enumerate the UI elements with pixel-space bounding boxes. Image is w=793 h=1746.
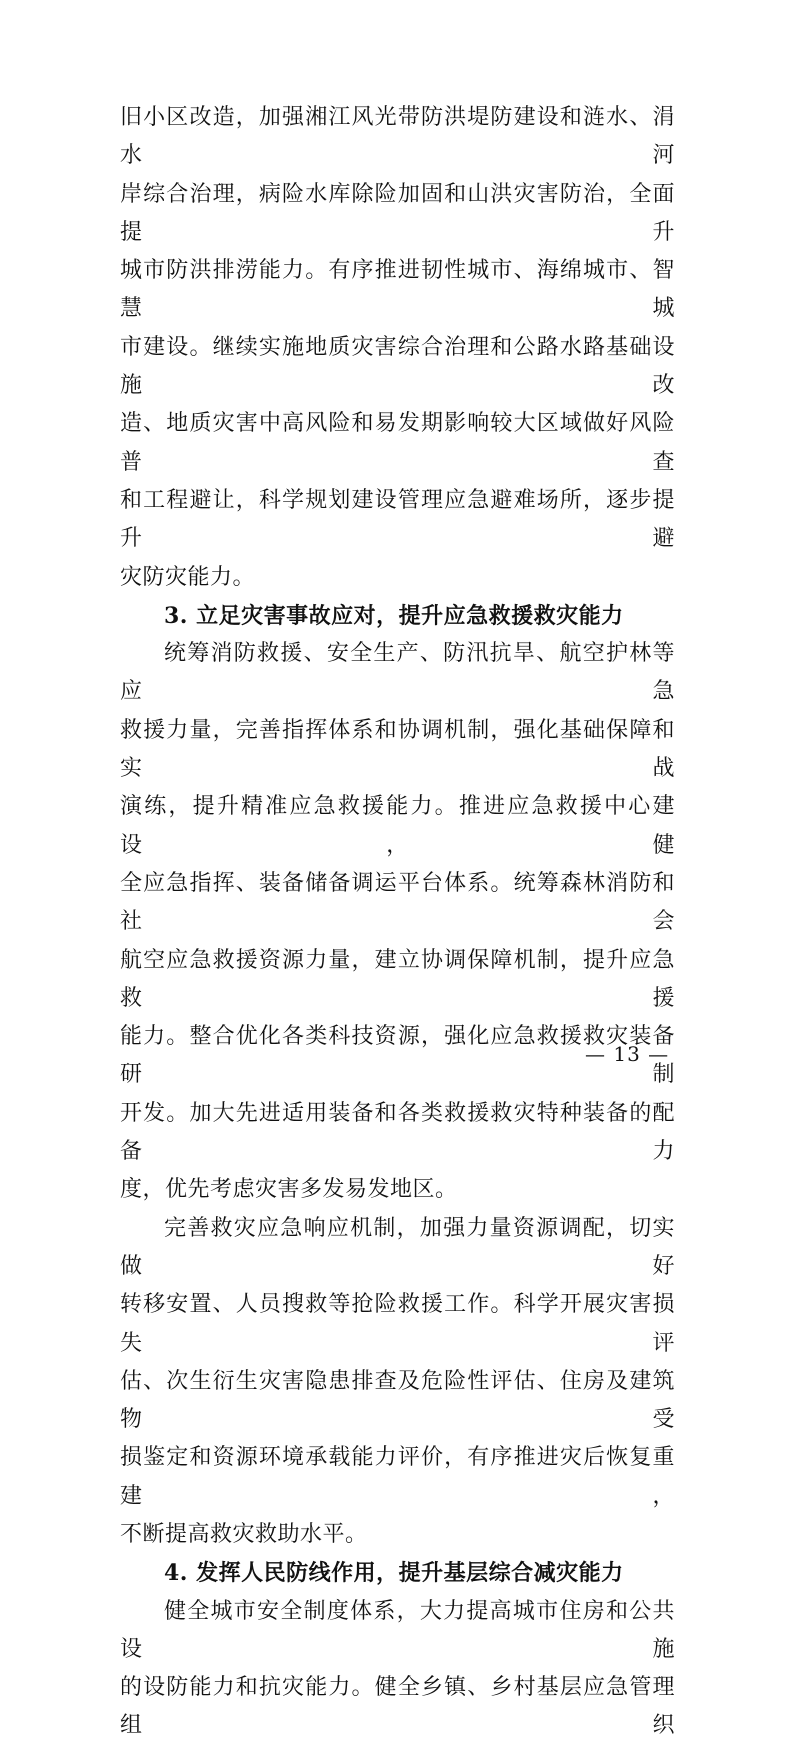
paragraph-line: 转移安置、人员搜救等抢险救援工作。科学开展灾害损失评 xyxy=(120,1292,675,1356)
paragraph-line: 市建设。继续实施地质灾害综合治理和公路水路基础设施改 xyxy=(120,334,675,399)
paragraph-line: 造、地质灾害中高风险和易发期影响较大区域做好风险普查 xyxy=(120,411,675,475)
paragraph-line: 不断提高救灾救助水平。 xyxy=(120,1521,368,1547)
paragraph-line: 度，优先考虑灾害多发易发地区。 xyxy=(120,1177,458,1203)
paragraph-line: 全应急指挥、装备储备调运平台体系。统筹森林消防和社会 xyxy=(120,870,675,935)
section-heading-4: 4. 发挥人民防线作用，提升基层综合减灾能力 xyxy=(164,1560,624,1587)
paragraph-line: 健全城市安全制度体系，大力提高城市住房和公共设施 xyxy=(120,1598,675,1662)
page-number: — 13 — xyxy=(585,1042,670,1066)
paragraph-line: 城市防洪排涝能力。有序推进韧性城市、海绵城市、智慧城 xyxy=(120,258,675,322)
paragraph-line: 灾防灾能力。 xyxy=(120,564,256,590)
paragraph-line: 估、次生衍生灾害隐患排查及危险性评估、住房及建筑物受 xyxy=(120,1368,675,1433)
paragraph-line: 和工程避让，科学规划建设管理应急避难场所，逐步提升避 xyxy=(120,487,675,552)
paragraph-line: 救援力量，完善指挥体系和协调机制，强化基础保障和实战 xyxy=(120,717,675,782)
paragraph-line: 统筹消防救援、安全生产、防汛抗旱、航空护林等应急 xyxy=(120,641,675,705)
paragraph-line: 开发。加大先进适用装备和各类救援救灾特种装备的配备力 xyxy=(120,1100,675,1165)
paragraph-line: 的设防能力和抗灾能力。健全乡镇、乡村基层应急管理组织 xyxy=(120,1675,675,1739)
section-heading-3: 3. 立足灾害事故应对，提升应急救援救灾能力 xyxy=(164,602,624,629)
paragraph-line: 旧小区改造，加强湘江风光带防洪堤防建设和涟水、涓水河 xyxy=(120,105,675,169)
paragraph-line: 岸综合治理，病险水库除险加固和山洪灾害防治，全面提升 xyxy=(120,181,675,245)
body-text xyxy=(120,99,675,1746)
paragraph-line: 损鉴定和资源环境承载能力评价，有序推进灾后恢复重建， xyxy=(120,1445,675,1509)
paragraph-line: 能力。整合优化各类科技资源，强化应急救援救灾装备研制 xyxy=(120,1024,675,1088)
paragraph-line: 完善救灾应急响应机制，加强力量资源调配，切实做好 xyxy=(120,1215,675,1279)
paragraph-line: 演练，提升精准应急救援能力。推进应急救援中心建设，健 xyxy=(120,794,675,858)
paragraph-line: 航空应急救援资源力量，建立协调保障机制，提升应急救援 xyxy=(120,947,675,1011)
